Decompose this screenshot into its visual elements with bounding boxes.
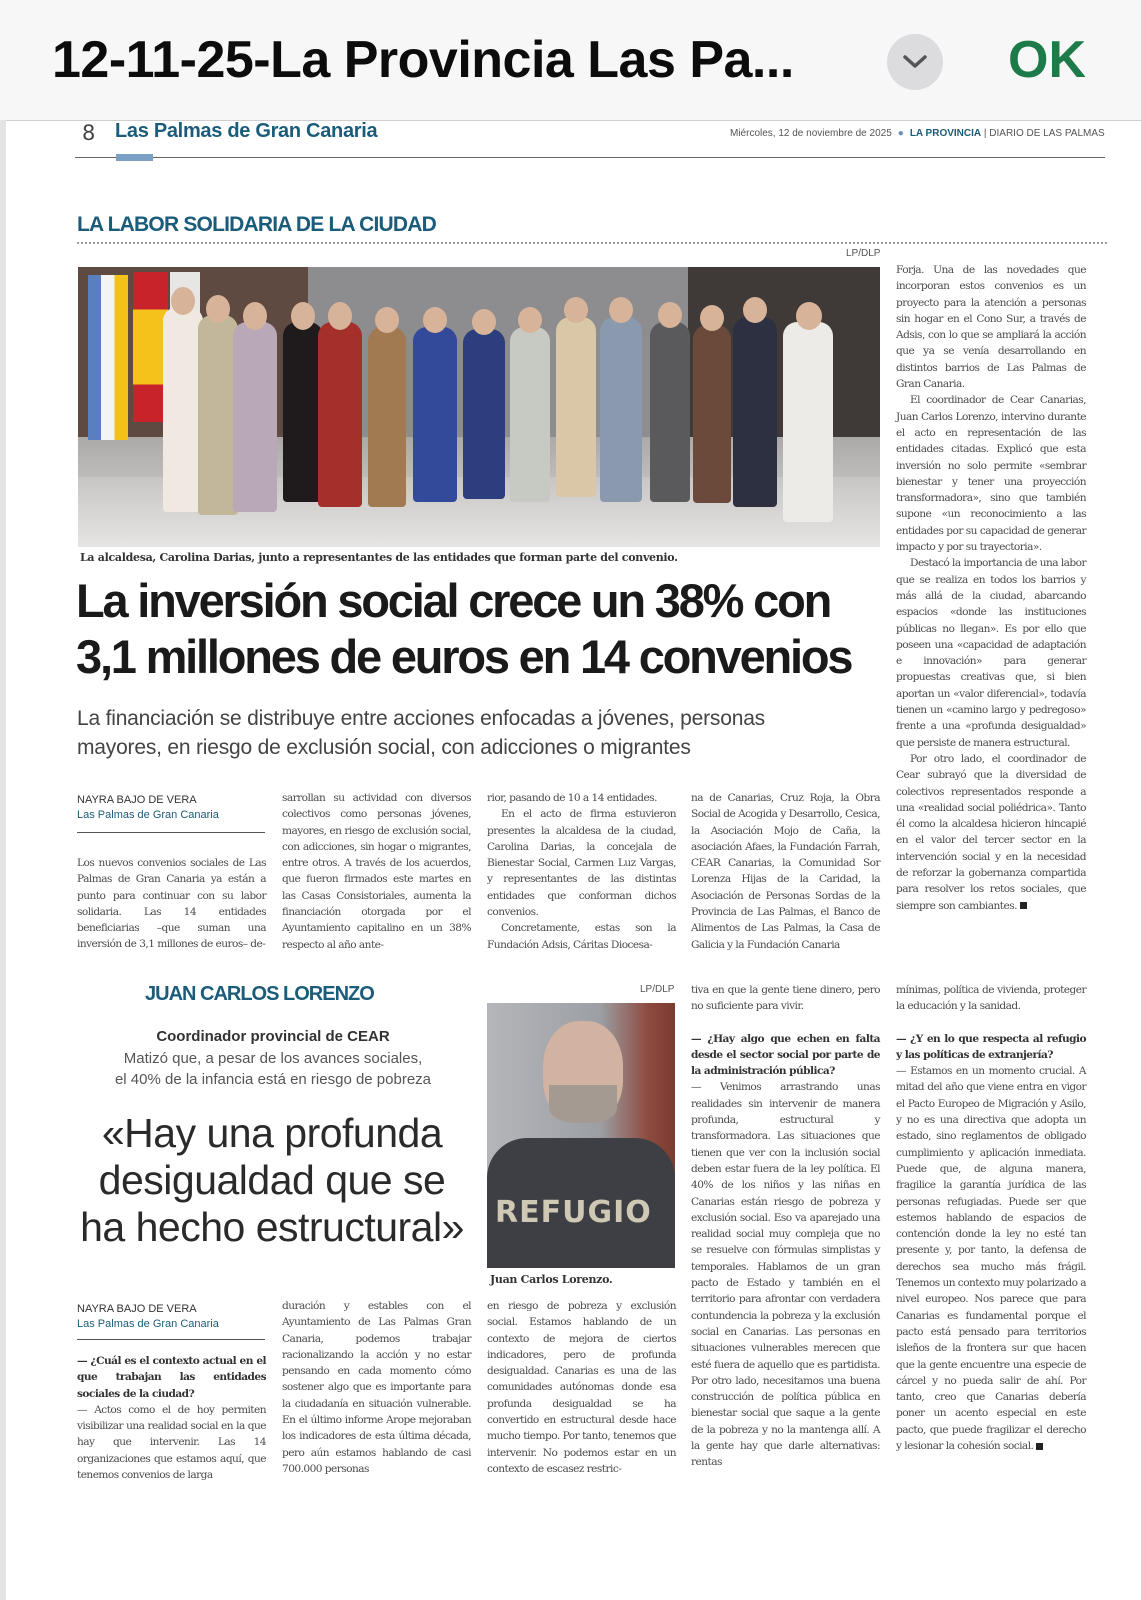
section-name: Las Palmas de Gran Canaria <box>115 120 378 142</box>
photo-caption: La alcaldesa, Carolina Darias, junto a representantes de las entidades que forman parte del convenio. <box>80 551 678 564</box>
interview-answer <box>896 1063 1086 1454</box>
interviewee-name: JUAN CARLOS LORENZO <box>145 983 374 1005</box>
subheadline <box>77 704 897 762</box>
interviewee-role: Coordinador provincial de CEAR <box>156 1028 390 1045</box>
article-paragraph: Concretamente, estas son la Fundación Adsis, Cáritas Diocesa- <box>487 922 676 951</box>
interview-answer: duración y estables con el Ayuntamiento de Las Palmas Gran Canaria, podemos trabajar racionalizando la acción y no estar pensando en cada momento cómo sostener algo que es importante para la ciudadanía en situación vulnerable. En el último informe Arope mejoraban los indicadores de esta última década, pero aún estamos hablando de casi 700.000 personas <box>282 1300 471 1475</box>
header-rule <box>75 157 1105 158</box>
brand-name: LA PROVINCIA <box>909 128 982 139</box>
article-column-1 <box>77 855 266 953</box>
group-photo <box>78 267 880 547</box>
article-column-2 <box>282 790 471 953</box>
byline-author: NAYRA BAJO DE VERA <box>77 794 197 806</box>
interview-column-3 <box>487 1298 676 1477</box>
headline-line: 3,1 millones de euros en 14 convenios <box>76 630 852 683</box>
bullet-icon: ● <box>897 128 904 139</box>
portrait-photo <box>487 1003 675 1268</box>
interview-column-5 <box>896 982 1086 1454</box>
interview-question: — ¿Y en lo que respecta al refugio y las políticas de extranjería? <box>896 1032 1086 1061</box>
article-paragraph: El coordinador de Cear Canarias, Juan Carlos Lorenzo, intervino durante el acto en representación de las entidades citadas. Explicó que esta inversión no solo permite «sembrar bienestar y tener una proyección transformadora», sino que también supone «un reconocimiento a las entidades por su capacidad de generar impacto y por su trayectoria». <box>896 394 1086 554</box>
interview-question: — ¿Cuál es el contexto actual en el que trabajan las entidades sociales de la ciudad? <box>77 1355 266 1400</box>
portrait-caption: Juan Carlos Lorenzo. <box>490 1273 613 1286</box>
subheadline-line: La financiación se distribuye entre acciones enfocadas a jóvenes, personas <box>77 707 765 730</box>
article-paragraph: Destacó la importancia de una labor que se realiza en todos los barrios y más allá de la ciudad, abarcando espacios «donde las instituciones públicas no llegan». Es por ello que poseen una «capacidad de adaptación e innovación» para generar propuestas creativas que, si bien aportan un «valor diferencial», todavía tienen un «camino largo y pedregoso» frente a una «profunda desigualdad» que persiste de manera estructural. <box>896 557 1087 749</box>
article-paragraph: Forja. Una de las novedades que incorporan estos convenios es un proyecto para la atención a personas sin hogar en el Cono Sur, a través de Adsis, con lo que se ampliará la acción que ya se venía desarrollando en distintos barrios de Las Palmas de Gran Canaria. <box>896 264 1086 391</box>
photo-credit: LP/DLP <box>846 248 881 259</box>
interview-dek <box>78 1048 468 1090</box>
article-text: Por otro lado, el coordinador de Cear subrayó que la diversidad de colectivos representados responde a una «realidad social poliédrica». Tanto él como la alcaldesa hicieron hincapié en el valor del tercer sector en la intervención social y en la necesidad de reforzar la gobernanza compartida para resolver los retos sociales, que siempre son cambiantes. <box>896 752 1086 912</box>
quote-line: desigualdad que se <box>98 1157 446 1203</box>
headline-line: La inversión social crece un 38% con <box>76 574 831 627</box>
article-column-4 <box>691 790 880 953</box>
byline-author: NAYRA BAJO DE VERA <box>77 1303 197 1315</box>
expand-title-button[interactable] <box>887 34 943 90</box>
quote-line: ha hecho estructural» <box>80 1204 464 1250</box>
interview-byline <box>77 1302 219 1332</box>
end-mark-icon <box>1020 902 1027 909</box>
dateline <box>730 128 1105 139</box>
article-paragraph: En el acto de firma estuvieron presentes la alcaldesa de la ciudad, Carolina Darias, la concejala de Bienestar Social, Carmen Luz Vargas, y representantes de las distintas entidades que conforman dichos convenios. <box>487 808 676 919</box>
interview-text: — Estamos en un momento crucial. A mitad del año que viene entra en vigor el Pacto Europeo de Migración y Asilo, y no es una directiva que adopta un estado, sino reglamentos de obligado cumplimiento y aplicación inmediata. Puede que, de alguna manera, fragilice la garantía jurídica de las personas refugiadas. Puede ser que estemos hablando de espacios de contención donde la ley no esté tan presente y, por tanto, la defensa de derechos sea mucho más frágil. Tenemos un contexto muy polarizado a nivel europeo. Nos parece que para Canarias es fundamental porque el pacto está pensado para territorios isleños de la frontera sur que hacen que la gente encuentre una especie de cárcel y no pueda salir de ahí. Por tanto, creo que Canarias debería poner un acento especial en este pacto, que puede fragilizar el derecho y lesionar la cohesión social. <box>896 1065 1086 1453</box>
portrait-credit: LP/DLP <box>640 984 675 995</box>
document-title-bar <box>0 0 1141 121</box>
byline-location: Las Palmas de Gran Canaria <box>77 1318 219 1330</box>
interview-question: — ¿Hay algo que echen en falta desde el sector social por parte de la administración pública? <box>691 1032 880 1078</box>
pull-quote <box>72 1110 472 1251</box>
interview-column-4 <box>691 982 880 1471</box>
interview-answer: — Actos como el de hoy permiten visibilizar una realidad social en la que hay que intervenir. Las 14 organizaciones que estamos aquí, que tenemos convenios de larga <box>77 1403 266 1482</box>
byline-rule <box>77 832 265 833</box>
interview-answer: en riesgo de pobreza y exclusión social. Estamos hablando de un contexto de mejora de ciertos indicadores, pero de profunda desigualdad. Canarias es una de las comunidades autónomas donde esa profunda desigualdad se ha convertido en estructural desde hace mucho tiempo. Por tanto, tenemos que intervenir. No podemos estar en un contexto de escasez restric- <box>487 1300 676 1475</box>
interview-answer: mínimas, política de vivienda, proteger la educación y la sanidad. <box>896 984 1086 1013</box>
article-paragraph: Los nuevos convenios sociales de Las Palmas de Gran Canaria ya están a punto para continuar con su labor solidaria. Las 14 entidades beneficiarias –que suman una inversión de 3,1 millones de euros– de- <box>77 857 266 951</box>
quote-line: «Hay una profunda <box>101 1110 443 1156</box>
date-text: Miércoles, 12 de noviembre de 2025 <box>730 128 892 139</box>
brand-suffix: | DIARIO DE LAS PALMAS <box>983 128 1105 139</box>
end-mark-icon <box>1036 1443 1043 1450</box>
byline-location: Las Palmas de Gran Canaria <box>77 809 219 821</box>
canarias-flag <box>88 275 128 440</box>
dek-line: Matizó que, a pesar de los avances sociales, <box>123 1050 423 1067</box>
article-column-5 <box>896 262 1086 914</box>
portrait-beard <box>549 1085 617 1123</box>
header-tab-marker <box>116 154 153 161</box>
article-paragraph: rior, pasando de 10 a 14 entidades. <box>487 792 657 804</box>
article-column-3 <box>487 790 676 953</box>
interview-column-1 <box>77 1347 266 1483</box>
interview-column-2 <box>282 1298 471 1477</box>
article-paragraph: na de Canarias, Cruz Roja, la Obra Social de Acogida y Desarrollo, Cesica, la Asociación Mojo de Caña, la asociación Afaes, la Fundación Farrah, CEAR Canarias, la Comunidad Sor Lorenza Hijas de la Caridad, la Asociación de Personas Sordas de la Provincia de Las Palmas, el Banco de Alimentos de Las Palmas, la Casa de Galicia y la Fundación Canaria <box>691 792 880 951</box>
dek-line: el 40% de la infancia está en riesgo de pobreza <box>114 1071 432 1088</box>
ok-button[interactable]: OK <box>1008 31 1086 89</box>
chevron-down-icon <box>902 54 928 70</box>
dotted-divider <box>77 242 1107 244</box>
kicker: LA LABOR SOLIDARIA DE LA CIUDAD <box>77 213 437 236</box>
headline <box>76 573 896 685</box>
subheadline-line: mayores, en riesgo de exclusión social, con adicciones o migrantes <box>77 736 691 759</box>
article-paragraph: sarrollan su actividad con diversos colectivos como personas jóvenes, mayores, en riesgo de exclusión social, con adicciones, sin hogar o migrantes, entre otros. A través de los acuerdos, que fueron firmados este martes en las Casas Consistoriales, aumenta la financiación otorgada por el Ayuntamiento capitalino en un 38% respecto al año ante- <box>282 792 471 951</box>
document-title: 12-11-25-La Provincia Las Pa... <box>52 31 794 89</box>
byline <box>77 793 219 823</box>
interview-answer: — Venimos arrastrando unas realidades sin intervenir de manera profunda, estructural y transformadora. Las situaciones que tienen que ver con la inclusión social deben estar fuera de la ley política. El 40% de los niños y las niñas en Canarias están riesgo de pobreza y exclusión social. Eso va aparejado una realidad social muy compleja que no se resuelve con fórmulas simplistas y temporales. Hablamos de un gran pacto de Estado y también en el territorio para afrontar con verdadera contundencia la pobreza y la exclusión social en Canarias. Las personas en situaciones vulnerables merecen que esté fuera de aquello que es partidista. Por otro lado, necesitamos una buena construcción de política pública en bienestar social que saque a la gente de la pobreza y no la mantenga allí. A la gente hay que darle alternativas: rentas <box>691 1081 880 1469</box>
byline-rule <box>77 1339 265 1340</box>
page-number: 8 <box>82 121 96 145</box>
article-paragraph <box>896 751 1086 914</box>
page-edge <box>0 120 6 1600</box>
interview-answer: tiva en que la gente tiene dinero, pero no suficiente para vivir. <box>691 984 880 1013</box>
shirt-text: REFUGIO <box>495 1195 652 1230</box>
